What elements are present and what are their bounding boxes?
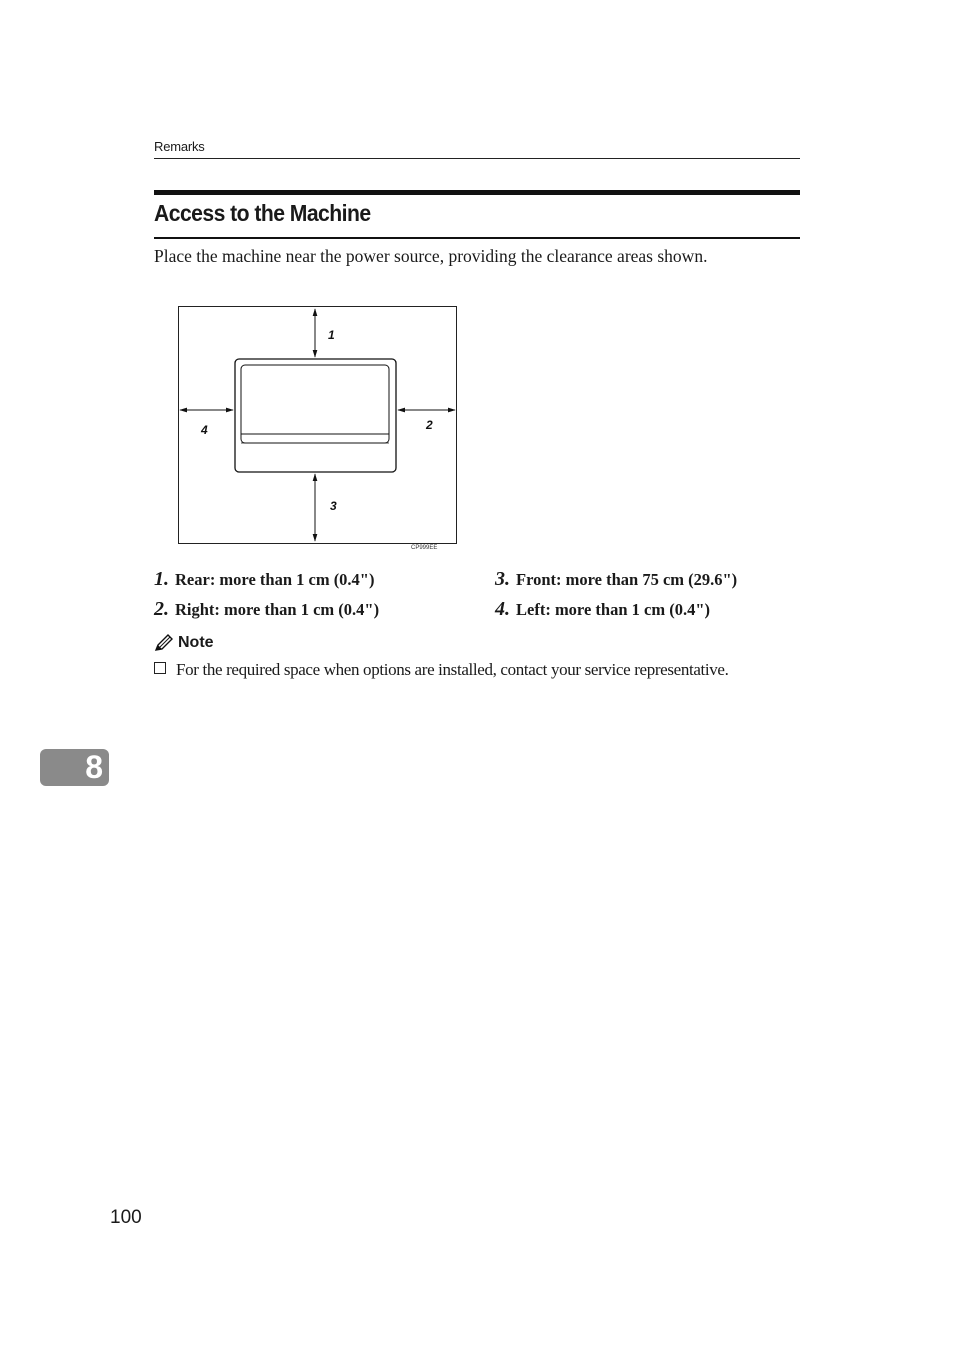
- diagram-frame: [179, 307, 457, 544]
- figure-code: CP999EE: [411, 545, 438, 551]
- label-rear: 1: [328, 328, 335, 342]
- label-front: 3: [330, 499, 337, 513]
- header-rule: [154, 158, 800, 159]
- list-item-text: Front: more than 75 cm (29.6"): [516, 570, 738, 589]
- label-right: 2: [426, 418, 433, 432]
- note-item: [154, 660, 729, 680]
- list-item-number: 2.: [154, 598, 169, 620]
- list-item-text: Rear: more than 1 cm (0.4"): [175, 570, 375, 589]
- list-item-number: 1.: [154, 568, 169, 590]
- note-heading: [154, 634, 214, 652]
- title-bottom-rule: [154, 237, 800, 239]
- chapter-tab: [40, 749, 109, 786]
- note-item-text: For the required space when options are installed, contact your service representative.: [176, 660, 729, 679]
- list-item-rear: [154, 568, 374, 591]
- clearance-diagram: [178, 306, 457, 544]
- section-title: Access to the Machine: [154, 200, 371, 226]
- machine-outline: [235, 359, 396, 472]
- label-left: 4: [201, 423, 208, 437]
- page-number: 100: [110, 1207, 142, 1228]
- list-item-number: 3.: [495, 568, 510, 590]
- list-item-number: 4.: [495, 598, 510, 620]
- chapter-number: 8: [85, 749, 103, 785]
- note-heading-text: Note: [178, 634, 214, 651]
- pencil-icon: [154, 634, 174, 652]
- running-header: Remarks: [154, 139, 205, 154]
- list-item-left: [495, 598, 710, 621]
- list-item-right: [154, 598, 379, 621]
- list-item-text: Left: more than 1 cm (0.4"): [516, 600, 710, 619]
- list-item-text: Right: more than 1 cm (0.4"): [175, 600, 380, 619]
- intro-paragraph: Place the machine near the power source, providing the clearance areas shown.: [154, 246, 708, 266]
- list-item-front: [495, 568, 737, 591]
- machine-top-panel: [241, 365, 389, 443]
- title-top-rule: [154, 190, 800, 195]
- checkbox-bullet-icon: [154, 662, 166, 674]
